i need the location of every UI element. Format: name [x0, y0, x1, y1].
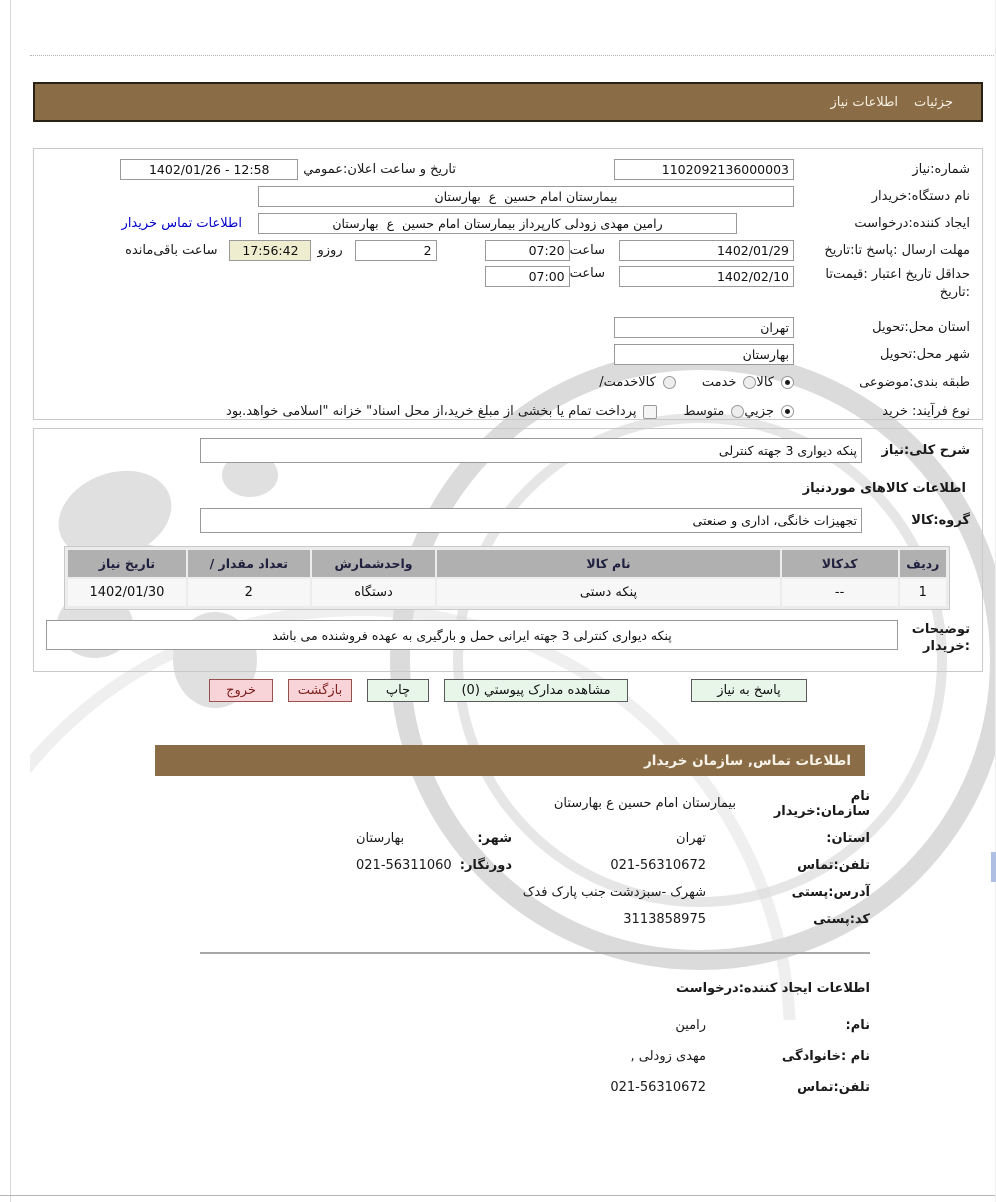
action-buttons-row [33, 679, 983, 702]
radio-service-label: خدمت [701, 375, 737, 390]
col-item-code: کدکالا [782, 550, 898, 577]
fax-value: 021-56311060 [356, 858, 452, 873]
items-table-header-row [68, 550, 946, 577]
deadline-time-label: ساعت [569, 243, 605, 258]
creator-phone-value: 021-56310672 [610, 1080, 706, 1095]
items-section-heading: اطلاعات کالاهای موردنیاز [802, 481, 966, 496]
treasury-checkbox-label: پرداخت تمام یا بخشی از مبلغ خرید،از محل اسناد" خزانه "اسلامی خواهد.بود [226, 404, 637, 419]
tab-need-info[interactable]: اطلاعات نیاز [830, 94, 899, 110]
process-type-label: نوع فرآیند: خرید [882, 403, 970, 419]
process-type-row [46, 397, 970, 426]
delivery-city-label: شهر محل:تحویل [880, 346, 970, 362]
process-option-minor [744, 404, 794, 419]
scrollbar-artifact [991, 852, 996, 882]
classification-option-goods-service [599, 375, 676, 390]
exit-button[interactable]: خروج [209, 679, 273, 702]
address-value: شهرک -سبزدشت جنب پارک فدک [522, 885, 706, 900]
buyer-remarks-field[interactable] [46, 620, 898, 650]
delivery-province-field[interactable] [614, 317, 794, 338]
treasury-checkbox-icon[interactable] [643, 405, 657, 419]
col-need-date: تاریخ نیاز [68, 550, 186, 577]
reply-to-need-button[interactable]: پاسخ به نیاز [691, 679, 807, 702]
need-description-row [46, 438, 970, 463]
buyer-org-row [46, 183, 970, 210]
first-name-label: نام: [845, 1018, 870, 1033]
cell-row-number: 1 [900, 579, 946, 606]
need-description-field[interactable] [200, 438, 862, 463]
city-label: شهر: [477, 831, 512, 846]
need-number-label: شماره:نیاز [912, 161, 970, 177]
validity-time-label: ساعت [569, 266, 605, 281]
table-row [68, 579, 946, 606]
deadline-date-field[interactable] [619, 240, 794, 261]
process-option-medium [683, 404, 744, 419]
col-unit: واحدشمارش [312, 550, 436, 577]
col-item-name: نام کالا [437, 550, 779, 577]
buyer-contact-section [126, 790, 870, 933]
radio-service-icon[interactable] [743, 376, 756, 389]
goods-group-field[interactable] [200, 508, 862, 533]
reply-deadline-row [46, 237, 970, 264]
need-number-row [46, 156, 970, 183]
phone-label: تلفن:تماس [797, 858, 870, 873]
delivery-city-field[interactable] [614, 344, 794, 365]
postal-code-row [126, 906, 870, 933]
need-summary-panel [33, 148, 983, 420]
buyer-remarks-row [46, 620, 970, 655]
left-edge-line [10, 0, 11, 1202]
first-name-value: رامین [675, 1018, 706, 1033]
phone-row [126, 852, 870, 879]
cell-item-name: پنکه دستی [437, 579, 779, 606]
last-name-row [126, 1043, 870, 1070]
deadline-days-field[interactable] [355, 240, 437, 261]
goods-group-label: گروه:کالا [911, 513, 970, 528]
city-value: بهارستان [356, 831, 405, 846]
buyer-org-field[interactable] [258, 186, 794, 207]
validity-date-field[interactable] [619, 266, 794, 287]
buyer-remarks-label: توضیحات :خریدار [911, 622, 970, 654]
classification-row [46, 368, 970, 397]
col-row-number: ردیف [900, 550, 946, 577]
postal-code-value: 3113858975 [623, 912, 706, 927]
announce-label: تاریخ و ساعت اعلان:عمومي [303, 161, 456, 177]
creator-phone-row [126, 1074, 870, 1101]
price-validity-label: حداقل تاریخ اعتبار :قیمت‌تا :تاریخ [825, 267, 970, 300]
address-label: آدرس:پستی [791, 885, 870, 900]
request-creator-row [46, 210, 970, 237]
classification-label: طبقه بندی:موضوعی [859, 374, 970, 390]
creator-phone-label: تلفن:تماس [797, 1080, 870, 1095]
view-attachments-button[interactable]: مشاهده مدارک پیوستي (0) [444, 679, 628, 702]
fax-label: دورنگار: [459, 858, 512, 873]
buyer-org-label: نام دستگاه:خریدار [871, 188, 970, 204]
radio-medium-label: متوسط [683, 404, 725, 419]
cell-unit: دستگاه [312, 579, 436, 606]
request-creator-field[interactable] [258, 213, 737, 234]
bottom-border-line [0, 1195, 996, 1196]
last-name-label: نام :خانوادگی [781, 1049, 870, 1064]
delivery-province-row [46, 314, 970, 341]
need-description-label: شرح کلی:نیاز [881, 443, 970, 458]
radio-goods-label: کالا [756, 375, 774, 390]
delivery-province-label: استان محل:تحویل [872, 319, 970, 335]
print-button[interactable]: چاپ [367, 679, 429, 702]
buyer-contact-link[interactable]: اطلاعات تماس خریدار [121, 216, 242, 231]
header-tabs-bar [33, 82, 983, 122]
classification-option-service [702, 375, 757, 390]
items-table [66, 548, 948, 608]
deadline-time-field[interactable] [485, 240, 570, 261]
first-name-row [126, 1012, 870, 1039]
org-name-row [126, 790, 870, 817]
radio-goods-service-icon[interactable] [663, 376, 676, 389]
treasury-payment-option [226, 404, 657, 419]
radio-medium-icon[interactable] [731, 405, 744, 418]
goods-group-row [46, 508, 970, 533]
need-details-panel [33, 428, 983, 672]
price-validity-row [46, 264, 970, 314]
validity-time-field[interactable] [485, 266, 570, 287]
province-row [126, 825, 870, 852]
request-creator-label: ایجاد کننده:درخواست [854, 215, 970, 231]
section-divider [200, 952, 870, 954]
postal-code-label: کد:پستی [813, 912, 870, 927]
top-dotted-divider [30, 55, 996, 56]
countdown-timer: 17:56:42 [229, 240, 311, 261]
phone-value: 021-56310672 [610, 858, 706, 873]
radio-minor-label: جزيي [744, 404, 774, 419]
request-creator-section [126, 975, 870, 1101]
buyer-contact-section-header: اطلاعات تماس, سازمان خریدار [155, 745, 865, 776]
cell-item-code: -- [782, 579, 898, 606]
back-button[interactable]: بازگشت [288, 679, 352, 702]
classification-option-goods [756, 375, 794, 390]
last-name-value: مهدی زودلی , [630, 1049, 706, 1064]
cell-quantity: 2 [188, 579, 310, 606]
radio-minor-icon[interactable] [781, 405, 794, 418]
reply-deadline-label: مهلت ارسال :پاسخ تا:تاریخ [824, 242, 970, 258]
items-table-wrapper [64, 546, 950, 610]
announce-field[interactable] [120, 159, 298, 180]
col-quantity: تعداد مقدار / [188, 550, 310, 577]
org-name-label: نام سازمان:خریدار [773, 788, 870, 819]
days-label: روزو [317, 243, 343, 258]
cell-need-date: 1402/01/30 [68, 579, 186, 606]
remaining-hours-label: ساعت باقی‌مانده [125, 243, 218, 258]
address-row [126, 879, 870, 906]
province-label: استان: [826, 831, 870, 846]
radio-goods-service-label: کالاخدمت/ [599, 375, 656, 390]
province-value: تهران [676, 831, 706, 846]
need-number-field[interactable] [614, 159, 794, 180]
org-name-value: بیمارستان امام حسین ع بهارستان [553, 796, 736, 811]
delivery-city-row [46, 341, 970, 368]
tab-details[interactable]: جزئیات [914, 94, 953, 110]
creator-section-heading: اطلاعات ایجاد کننده:درخواست [676, 981, 870, 996]
radio-goods-icon[interactable] [781, 376, 794, 389]
